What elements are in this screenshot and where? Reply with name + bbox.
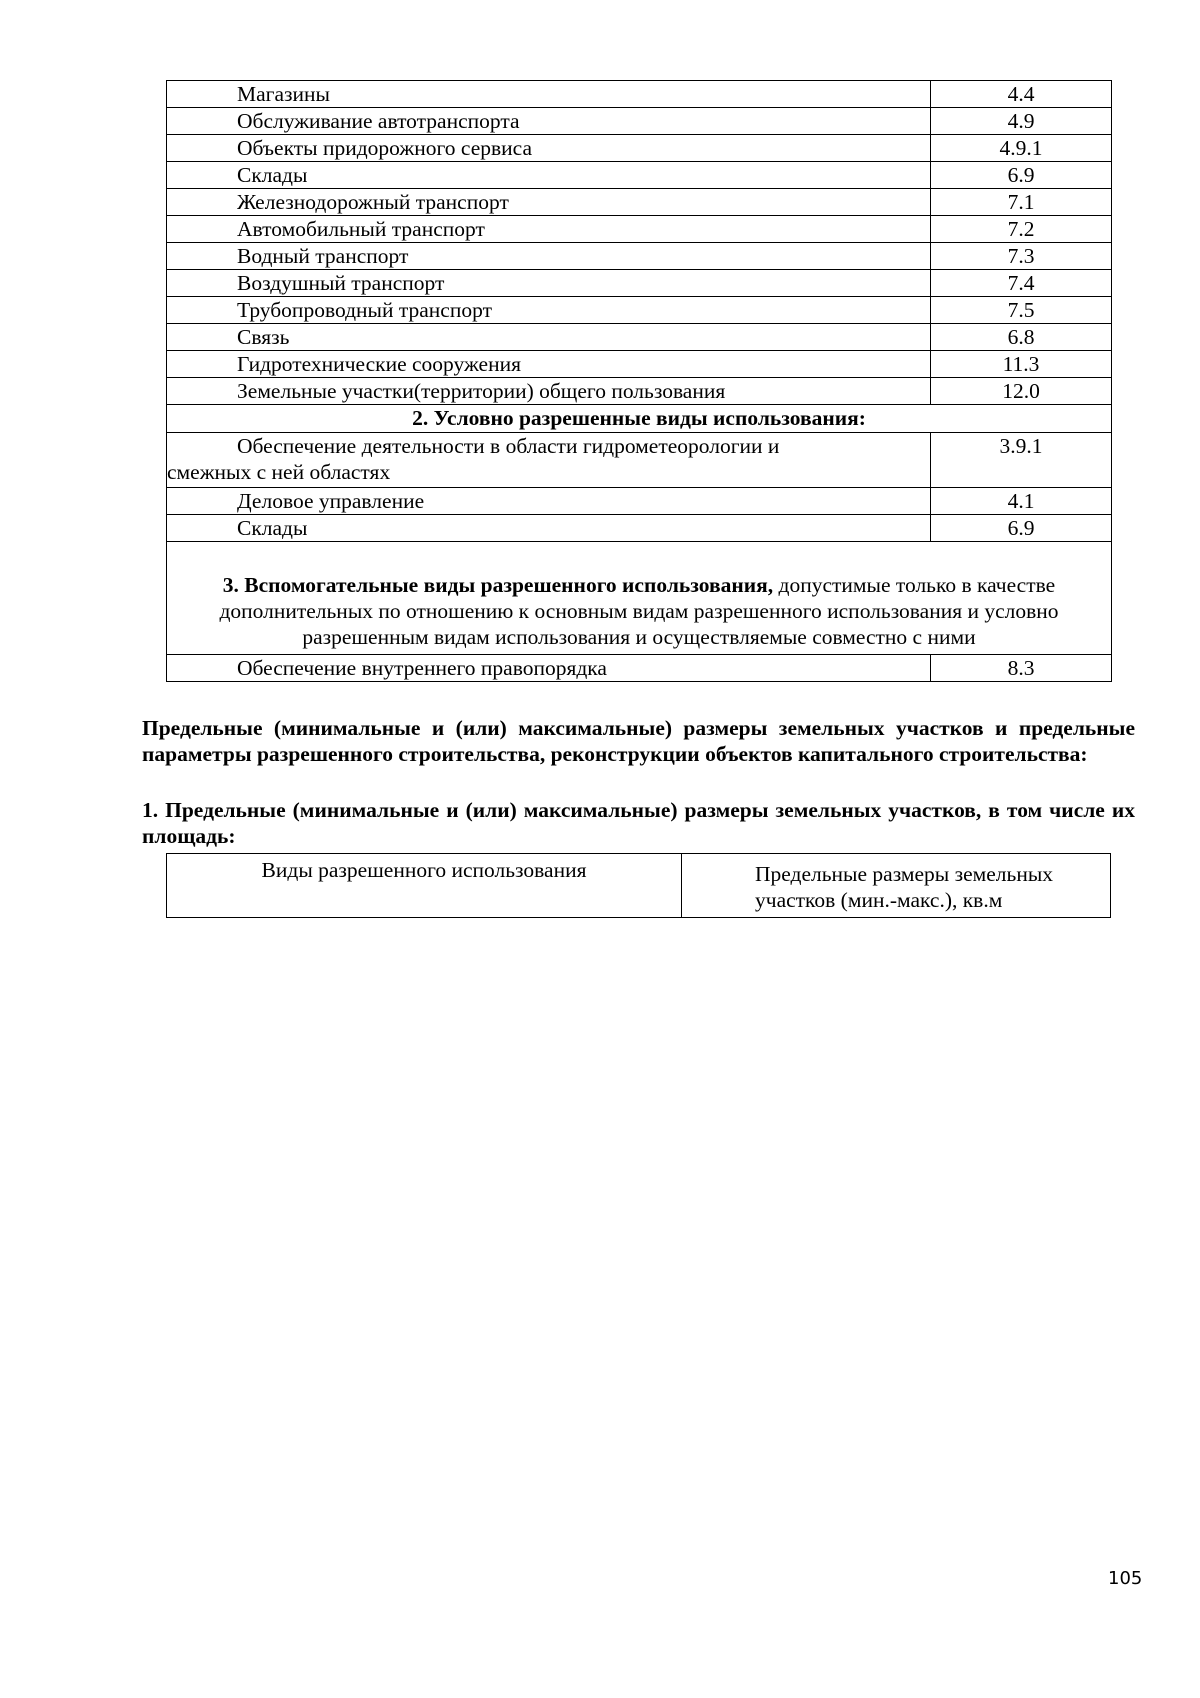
- use-code: 3.9.1: [931, 433, 1112, 488]
- table-row: [167, 655, 1112, 682]
- table-row: [167, 324, 1112, 351]
- use-name-line: смежных с ней областях: [167, 460, 391, 484]
- auxiliary-uses-heading: [167, 542, 1112, 655]
- use-code: 7.1: [931, 189, 1112, 216]
- use-name: Деловое управление: [167, 488, 931, 515]
- table-row: [167, 433, 1112, 488]
- use-code: 6.9: [931, 162, 1112, 189]
- use-name: Автомобильный транспорт: [167, 216, 931, 243]
- section-heading-row: [167, 405, 1112, 433]
- column-header-sizes: Предельные размеры земельных участков (мин.-макс.), кв.м: [682, 854, 1111, 918]
- column-header-use: Виды разрешенного использования: [167, 854, 682, 918]
- table-row: [167, 270, 1112, 297]
- auxiliary-heading-text: допустимые только в качестве дополнительных по отношению к основным видам разрешенного использования и условно разрешенным видам использования и осуществляемые совместно с ними: [219, 573, 1059, 649]
- use-code: 11.3: [931, 351, 1112, 378]
- use-name: [167, 433, 931, 488]
- use-name: Гидротехнические сооружения: [167, 351, 931, 378]
- table-row: [167, 488, 1112, 515]
- auxiliary-heading-bold: 3. Вспомогательные виды разрешенного использования,: [222, 573, 774, 597]
- use-code: 7.5: [931, 297, 1112, 324]
- use-name-line: Обеспечение деятельности в области гидрометеорологии и: [237, 434, 780, 458]
- use-code: 4.9.1: [931, 135, 1112, 162]
- table-row: [167, 216, 1112, 243]
- limits-section-title: Предельные (минимальные и (или) максимальные) размеры земельных участков и предельные параметры разрешенного строительства, реконструкции объектов капитального строительства:: [142, 716, 1135, 766]
- plot-sizes-section-title: 1. Предельные (минимальные и (или) максимальные) размеры земельных участков, в том числе их площадь:: [142, 798, 1135, 848]
- use-name: Воздушный транспорт: [167, 270, 931, 297]
- table-row: [167, 297, 1112, 324]
- use-name: Водный транспорт: [167, 243, 931, 270]
- use-name: Земельные участки(территории) общего пользования: [167, 378, 931, 405]
- table-row: [167, 81, 1112, 108]
- page-number: 105: [1108, 1568, 1143, 1589]
- plot-sizes-table: [166, 853, 1111, 918]
- table-row: [167, 108, 1112, 135]
- table-header-row: [167, 854, 1111, 918]
- table-row: [167, 189, 1112, 216]
- use-name: Связь: [167, 324, 931, 351]
- use-code: 7.4: [931, 270, 1112, 297]
- use-name: Трубопроводный транспорт: [167, 297, 931, 324]
- table-row: [167, 378, 1112, 405]
- use-name: Склады: [167, 162, 931, 189]
- use-code: 4.4: [931, 81, 1112, 108]
- use-code: 4.9: [931, 108, 1112, 135]
- permitted-uses-table: [166, 80, 1112, 682]
- use-code: 6.9: [931, 515, 1112, 542]
- table-row: [167, 135, 1112, 162]
- use-name: Обеспечение внутреннего правопорядка: [167, 655, 931, 682]
- table-row: [167, 243, 1112, 270]
- use-code: 7.3: [931, 243, 1112, 270]
- use-name: Железнодорожный транспорт: [167, 189, 931, 216]
- use-name: Склады: [167, 515, 931, 542]
- table-row: [167, 351, 1112, 378]
- conditional-uses-heading: 2. Условно разрешенные виды использования:: [167, 405, 1112, 433]
- use-name: Обслуживание автотранспорта: [167, 108, 931, 135]
- use-name: Объекты придорожного сервиса: [167, 135, 931, 162]
- section-heading-row: [167, 542, 1112, 655]
- use-code: 12.0: [931, 378, 1112, 405]
- use-name: Магазины: [167, 81, 931, 108]
- table-row: [167, 162, 1112, 189]
- use-code: 6.8: [931, 324, 1112, 351]
- use-code: 7.2: [931, 216, 1112, 243]
- use-code: 4.1: [931, 488, 1112, 515]
- table-row: [167, 515, 1112, 542]
- use-code: 8.3: [931, 655, 1112, 682]
